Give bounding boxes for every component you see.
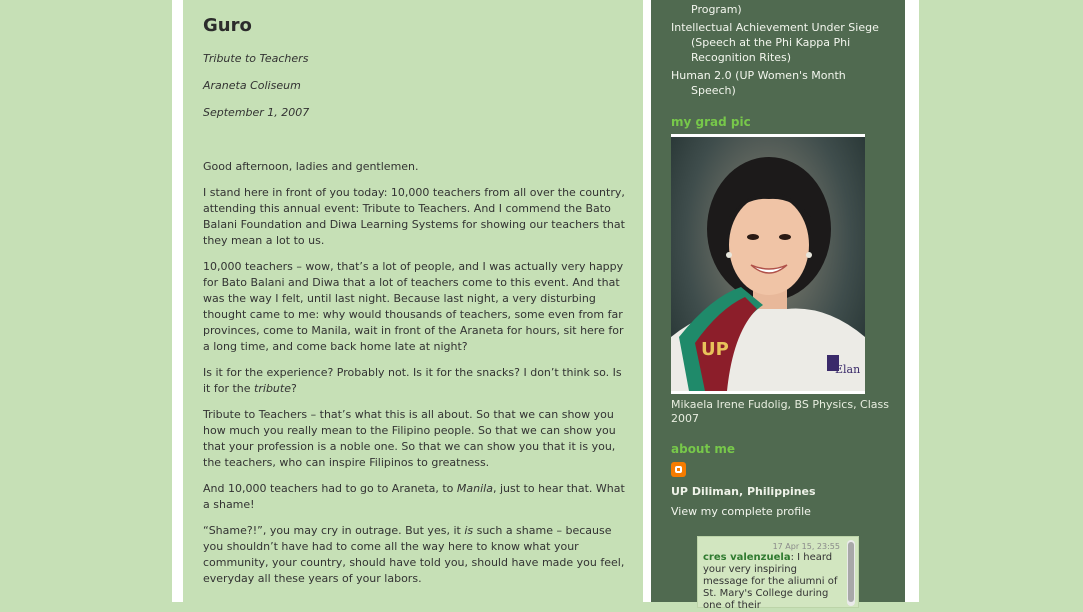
previous-post-link[interactable]: [671, 20, 893, 65]
view-profile-link[interactable]: View my complete profile: [671, 505, 811, 518]
post-paragraph: [203, 365, 628, 397]
post-paragraph: Tribute to Teachers – that’s what this is all about. So that we can show you how much you really mean to the Filipino people. So that we can show you that your profession is a noble one. So that we can show you that it is you, the teachers, who can inspire Filipinos to greatness.: [203, 408, 616, 469]
profile-location: UP Diliman, Philippines: [671, 485, 816, 498]
emphasis-text: tribute: [254, 382, 291, 395]
grad-photo: [671, 134, 865, 394]
shout-message: [703, 552, 841, 612]
shout-body: : I heard your very inspiring message for the aliumni of St. Mary's College during one of their: [703, 552, 838, 611]
photo-caption: Mikaela Irene Fudolig, BS Physics, Class 2007: [671, 398, 889, 425]
post-subtitle: Tribute to Teachers: [203, 52, 309, 65]
post-date: September 1, 2007: [203, 106, 310, 119]
sash-text: UP: [701, 339, 729, 360]
sidebar-content: [671, 0, 893, 518]
shout-author-link[interactable]: cres valenzuela: [703, 552, 791, 563]
post-paragraph: 10,000 teachers – wow, that’s a lot of people, and I was actually very happy for Bato Balani and Diwa that a lot of teachers come to this event. And that was the way I felt, until last night. Because last night, a very disturbing thought came to me: why would thousands of teachers, some even from far provinces, come to Manila, wait in front of the Araneta for hours, sit here for a long time, and come back home late at night?: [203, 260, 624, 353]
post-paragraph: [203, 523, 628, 587]
grad-pic-heading: my grad pic: [671, 115, 751, 129]
sidebar: [651, 0, 905, 611]
photo-watermark: Elan: [835, 363, 861, 376]
text-run: , just to hear that. What a shame!: [203, 482, 625, 511]
about-me-heading: about me: [671, 442, 736, 456]
blog-post: [203, 0, 628, 587]
portrait-illustration: [671, 137, 865, 391]
text-run: such a shame – because you shouldn’t have had to come all the way here to know what your community, your country, should have told you, should have made you feel, everyday all these years of your labors.: [203, 524, 625, 585]
main-column: [183, 0, 643, 602]
previous-post-link[interactable]: [671, 2, 893, 17]
link-label: Human 2.0 (UP Women's Month Speech): [671, 69, 846, 97]
text-run: And 10,000 teachers had to go to Araneta, to: [203, 482, 457, 495]
scrollbar-thumb[interactable]: [848, 542, 854, 602]
previous-post-link[interactable]: [671, 68, 893, 98]
shout-timestamp: 17 Apr 15, 23:55: [772, 542, 840, 551]
post-paragraph: I stand here in front of you today: 10,000 teachers from all over the country, attending this annual event: Tribute to Teachers. And I commend the Bato Balani Foundation and Diwa Learning Systems for showing our teachers that they mean a lot to us.: [203, 186, 625, 247]
link-label: Program): [691, 3, 742, 16]
blogger-icon[interactable]: [671, 462, 686, 477]
text-run: ?: [290, 382, 297, 395]
text-run: “Shame?!”, you may cry in outrage. But yes, it: [203, 524, 465, 537]
emphasis-text: is: [464, 524, 474, 537]
emphasis-text: Manila: [456, 482, 493, 495]
post-title[interactable]: Guro: [203, 15, 252, 36]
shoutbox-scrollbar[interactable]: [847, 540, 855, 606]
link-label: Intellectual Achievement Under Siege (Speech at the Phi Kappa Phi Recognition Rites): [671, 21, 879, 64]
post-venue: Araneta Coliseum: [203, 79, 301, 92]
post-paragraph: Good afternoon, ladies and gentlemen.: [203, 160, 419, 173]
shoutbox: [697, 536, 859, 611]
post-paragraph: [203, 481, 628, 513]
text-run: Is it for the experience? Probably not. Is it for the snacks? I don’t think so. Is it for the: [203, 366, 622, 395]
